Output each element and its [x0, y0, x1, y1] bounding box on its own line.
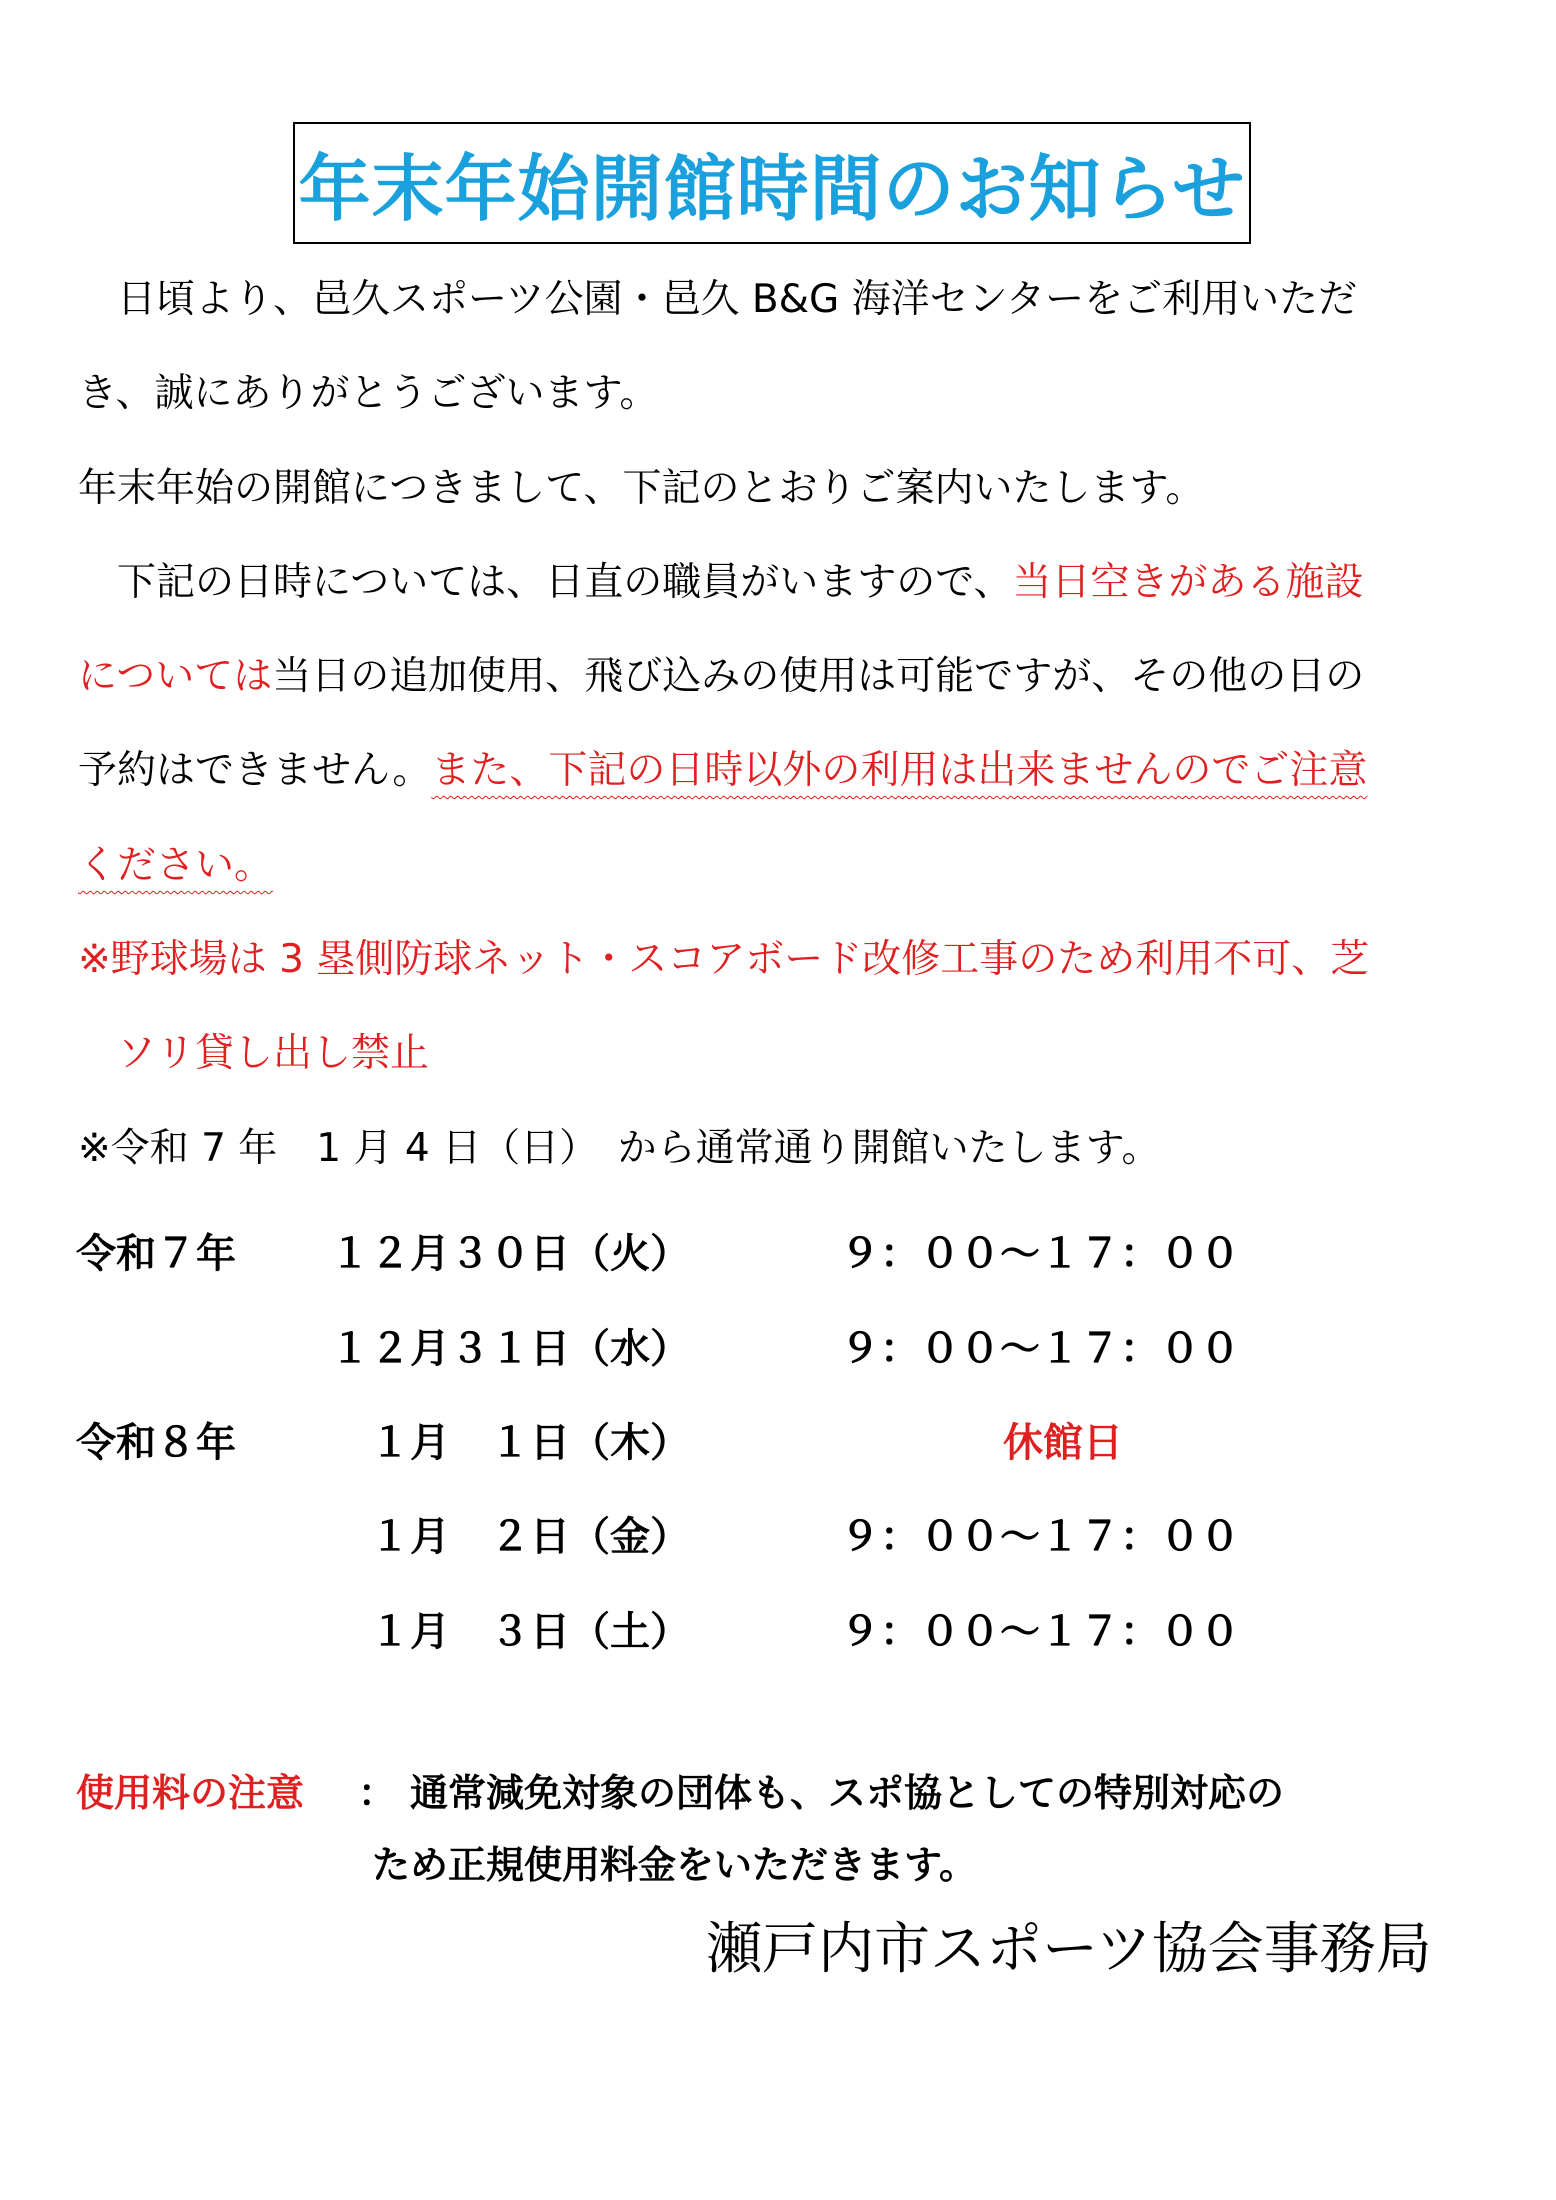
schedule-era: 令和８年 [76, 1420, 236, 1466]
fee-note-line-1: 通常減免対象の団体も、スポ協としての特別対応の [410, 1771, 1285, 1815]
notice-line-4 [78, 819, 1478, 914]
closed-day-label: 休館日 [1003, 1420, 1123, 1466]
schedule-row [0, 1505, 1556, 1565]
fee-note-colon: ： [358, 1771, 397, 1815]
intro-line-2: き、誠にありがとうございます。 [78, 371, 659, 416]
intro-line-3: 年末年始の開館につきまして、下記のとおりご案内いたします。 [78, 466, 1205, 511]
notice-line-1-plain: 下記の日時については、日直の職員がいますので、 [78, 560, 1013, 605]
schedule-date: １２月３１日（水） [330, 1326, 690, 1372]
baseball-warning-line-2: ソリ貸し出し禁止 [78, 1031, 430, 1076]
schedule-row [0, 1317, 1556, 1377]
schedule-date: １月 ２日（金） [330, 1514, 690, 1560]
schedule-era: 令和７年 [76, 1231, 236, 1277]
schedule-hours: ９：００～１７：００ [840, 1326, 1240, 1372]
schedule-date: １月 ３日（土） [330, 1609, 690, 1655]
schedule-row [0, 1600, 1556, 1660]
fee-note-label: 使用料の注意 [76, 1771, 305, 1815]
intro-line-1: 日頃より、邑久スポーツ公園・邑久 B&G 海洋センターをご利用いただ [78, 277, 1358, 322]
fee-note-line-2: ため正規使用料金をいただきます。 [372, 1843, 977, 1887]
notice-line-1 [78, 536, 1478, 631]
notice-line-4-red: ください。 [78, 843, 274, 888]
notice-line-3-plain: 予約はできません。 [78, 748, 432, 793]
schedule-row [0, 1411, 1556, 1471]
signature: 瀬戸内市スポーツ協会事務局 [706, 1917, 1432, 1982]
schedule-hours: ９：００～１７：００ [840, 1231, 1240, 1277]
baseball-warning-line-1: ※野球場は 3 塁側防球ネット・スコアボード改修工事のため利用不可、芝 [78, 937, 1370, 982]
schedule-row [0, 1222, 1556, 1282]
notice-line-3 [78, 724, 1478, 819]
reopen-notice: ※令和 7 年 1 月 4 日（日） から通常通り開館いたします。 [78, 1126, 1161, 1171]
title-box [293, 122, 1251, 244]
notice-line-1-red: 当日空きがある施設 [1012, 560, 1364, 605]
schedule-hours: ９：００～１７：００ [840, 1609, 1240, 1655]
notice-line-3-red: また、下記の日時以外の利用は出来ませんのでご注意 [431, 748, 1368, 793]
schedule-date: １２月３０日（火） [330, 1231, 690, 1277]
schedule-hours: ９：００～１７：００ [840, 1514, 1240, 1560]
schedule-date: １月 １日（木） [330, 1420, 690, 1466]
notice-line-2-red: については [78, 654, 273, 699]
notice-line-2-plain: 当日の追加使用、飛び込みの使用は可能ですが、その他の日の [272, 654, 1365, 699]
notice-line-2 [78, 630, 1478, 725]
page-title: 年末年始開館時間のお知らせ [298, 147, 1246, 231]
